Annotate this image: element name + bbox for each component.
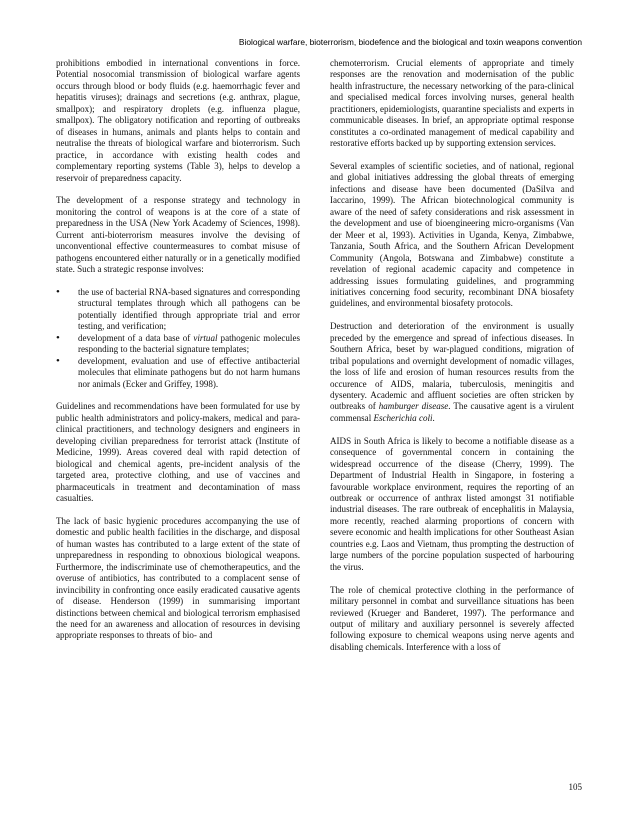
page-number: 105 bbox=[568, 782, 582, 792]
right-column bbox=[330, 58, 574, 653]
bullet-item-3 bbox=[56, 356, 300, 390]
right-paragraph-3-text-pre: Destruction and deterioration of the environment is usually preceded by the emergence and spread of infectious diseases. In Southern Africa, beset by war-plagued conditions, migration of tribal populations and overnight development of nomadic villages, the loss of life and erosion of human resources results from the occurence of AIDS, malaria, tuberculosis, meningitis and dysentery. Academic and affluent societies are often stricken by outbreaks of bbox=[330, 321, 574, 412]
bullet-item-1-text: the use of bacterial RNA-based signatures and corresponding structural templates through which all pathogens can be potentially identified through appropriate trial and error testing, and verification; bbox=[78, 286, 300, 332]
left-paragraph-2: The development of a response strategy and technology in monitoring the control of weapons is at the core of a state of preparedness in the USA (New York Academy of Sciences, 1998). Current anti-bioterrorism measures involve the devising of unconventional effective countermeasures to combat misuse of pathogens encountered either naturally or in a genetically modified state. Such a strategic response involves: bbox=[56, 195, 300, 275]
bullet-item-3-text: development, evaluation and use of effective antibacterial molecules that eliminate pathogens but do not harm humans nor animals (Ecker and Griffey, 1998). bbox=[78, 355, 300, 389]
right-paragraph-1: chemoterrorism. Crucial elements of appropriate and timely responses are the renovation and modernisation of the public health infrastructure, the necessary networking of the para-clinical and specialised medical forces involving nurses, general health practitioners, epidemiologists, quarantine specialists and experts in communicable diseases. In brief, an appropriate optimal response constitutes a co-ordinated management of medical capability and restorative efforts backed up by supporting extension services. bbox=[330, 58, 574, 149]
left-column bbox=[56, 58, 300, 642]
right-paragraph-4: AIDS in South Africa is likely to become a notifiable disease as a consequence of governmental concern in containing the widespread occurrence of the disease (Cherry, 1999). The Department of Industrial Health in Singapore, in fostering a favourable workplace environment, requires the reporting of an outbreak or occurrence of anthrax listed amongst 31 notifiable industrial diseases. The rare outbreak of encephalitis in Malaysia, more recently, reached alarming proportions of concern with severe economic and health implications for other Southeast Asian countries e.g. Laos and Vietnam, thus prompting the destruction of large numbers of the porcine population suspected of harbouring the virus. bbox=[330, 435, 574, 572]
hamburger-disease-italic: hamburger disease bbox=[378, 401, 449, 412]
running-header: Biological warfare, bioterrorism, biodefence and the biological and toxin weapons convention bbox=[238, 37, 582, 47]
right-paragraph-2: Several examples of scientific societies, and of national, regional and global initiatives addressing the global threats of emerging infections and disease have been documented (DaSilva and Iaccarino, 1999). The African biotechnological community is aware of the need of safety considerations and risk assessment in the development and use of bioengineering micro-organisms (Van der Meer et al, 1993). Activities in Uganda, Kenya, Zimbabwe, Tanzania, South Africa, and the Southern African Development Community (Angola, Botswana and Zimbabwe) constitute a revelation of regional academic capacity and competence in addressing issues formulating guidelines, and programming initiatives concerning food security, recombinant DNA biosafety guidelines, and environmental biosafety protocols. bbox=[330, 161, 574, 309]
bullet-item-1 bbox=[56, 287, 300, 333]
right-paragraph-5: The role of chemical protective clothing in the performance of military personnel in combat and surveillance situations has been reviewed (Krueger and Banderet, 1997). The performance and output of military and auxiliary personnel is severely affected following exposure to chemical weapons using nerve agents and disabling chemicals. Interference with a loss of bbox=[330, 584, 574, 652]
left-paragraph-1: prohibitions embodied in international conventions in force. Potential nosocomial transmission of biological warfare agents occurs through blood or body fluids (e.g. haemorrhagic fever and hepatitis viruses); drainags and secretions (e.g. anthrax, plague, smallpox); and respiratory droplets (e.g. influenza plague, smallpox). The obligatory notification and reporting of outbreaks of diseases in humans, animals and plants helps to contain and neutralise the threats of biological warfare and bioterrorism. Such practice, in accordance with existing health codes and complementary reporting systems (Table 3), helps to develop a reservoir of preparedness capacity. bbox=[56, 58, 300, 183]
right-paragraph-3-text-post: . bbox=[432, 412, 435, 423]
left-paragraph-4: The lack of basic hygienic procedures accompanying the use of domestic and public health facilities in the discharge, and disposal of human wastes has contributed to a large extent of the state of unpreparedness in responding to obnoxious biological weapons. Furthermore, the indiscriminate use of chemotherapeutics, and the overuse of antibiotics, has contributed to a complacent sense of invincibility in confronting once easily eradicated causative agents of disease. Henderson (1999) in summarising important distinctions between chemical and biological terrorism emphasised the need for an awareness and allocation of resources in devising appropriate responses to threats of bio- and bbox=[56, 515, 300, 641]
escherichia-coli-italic: Escherichia coli bbox=[373, 412, 433, 423]
bullet-item-2-text-post: pathogenic molecules responding to the bacterial signature templates; bbox=[78, 332, 300, 355]
bullet-item-2 bbox=[56, 333, 300, 356]
right-paragraph-3 bbox=[330, 321, 574, 424]
right-paragraph-3-text-mid: . The causative agent is a virulent commensal bbox=[330, 401, 574, 423]
bullet-item-2-italic: virtual bbox=[193, 332, 218, 343]
strategy-bullet-list bbox=[56, 287, 300, 390]
left-paragraph-3: Guidelines and recommendations have been formulated for use by public health administrators and policy-makers, medical and para-clinical practitioners, and technology designers and engineers in developing civilian preparedness for terrorist attack (Institute of Medicine, 1999). Areas covered deal with rapid detection of biological and chemical agents, pre-incident analysis of the targeted area, protective clothing, and use of vaccines and pharmaceuticals in treatment and decontamination of mass casualties. bbox=[56, 401, 300, 504]
bullet-item-2-text-pre: development of a data base of bbox=[78, 332, 194, 343]
